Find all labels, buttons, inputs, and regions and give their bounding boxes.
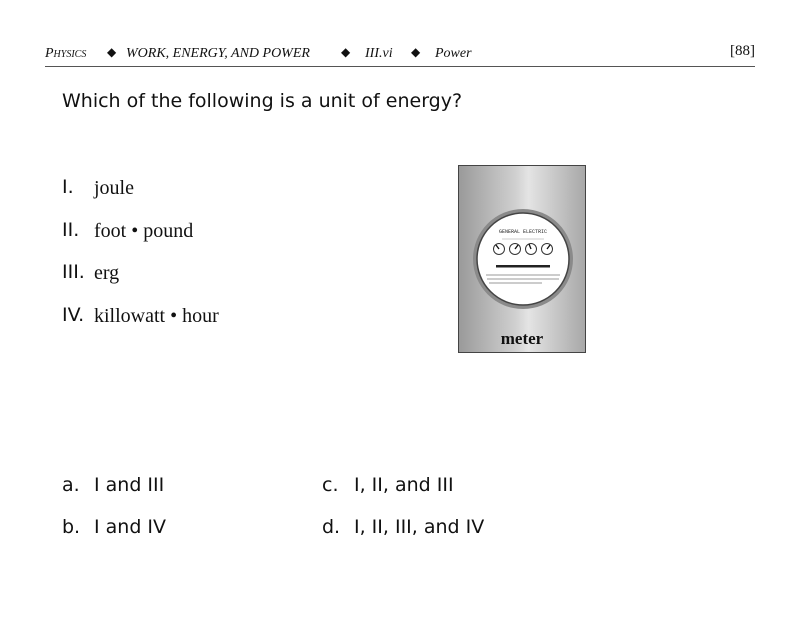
item-numeral: I. — [62, 176, 74, 198]
header-divider — [45, 66, 755, 67]
running-header — [45, 44, 755, 64]
meter-label: meter — [500, 329, 544, 348]
choice-b[interactable] — [62, 516, 166, 538]
item-numeral: III. — [62, 261, 85, 283]
choice-letter: d. — [322, 516, 341, 538]
item-text: foot • pound — [94, 219, 194, 242]
header-subject: Physics — [45, 46, 87, 61]
dial-brand: GENERAL ELECTRIC — [498, 229, 548, 235]
choice-a[interactable] — [62, 474, 164, 496]
meter-dial-icon — [472, 208, 574, 310]
item-text: erg — [94, 262, 120, 284]
header-section: III.vi — [365, 46, 393, 61]
item-numeral: II. — [62, 218, 80, 241]
header-topic: WORK, ENERGY, AND POWER — [126, 46, 310, 61]
header-bullet-icon: ◆ — [411, 45, 421, 59]
item-text: killowatt • hour — [94, 304, 219, 327]
choice-letter: b. — [62, 516, 81, 538]
item-numeral: IV. — [62, 303, 85, 326]
choice-text: I, II, and III — [354, 474, 454, 496]
choice-text: I and IV — [94, 516, 167, 538]
choice-text: I and III — [94, 474, 165, 496]
choice-letter: a. — [62, 474, 80, 496]
header-subtopic: Power — [435, 46, 472, 61]
question-text: Which of the following is a unit of energy? — [62, 90, 463, 112]
electric-meter-illustration — [458, 165, 586, 353]
header-bullet-icon: ◆ — [341, 45, 351, 59]
choice-c[interactable] — [322, 474, 454, 496]
choice-text: I, II, III, and IV — [354, 516, 485, 538]
choice-d[interactable] — [322, 516, 484, 538]
page-number: [88] — [730, 43, 755, 59]
choice-letter: c. — [322, 474, 339, 496]
header-bullet-icon: ◆ — [107, 45, 117, 59]
item-text: joule — [94, 177, 134, 199]
